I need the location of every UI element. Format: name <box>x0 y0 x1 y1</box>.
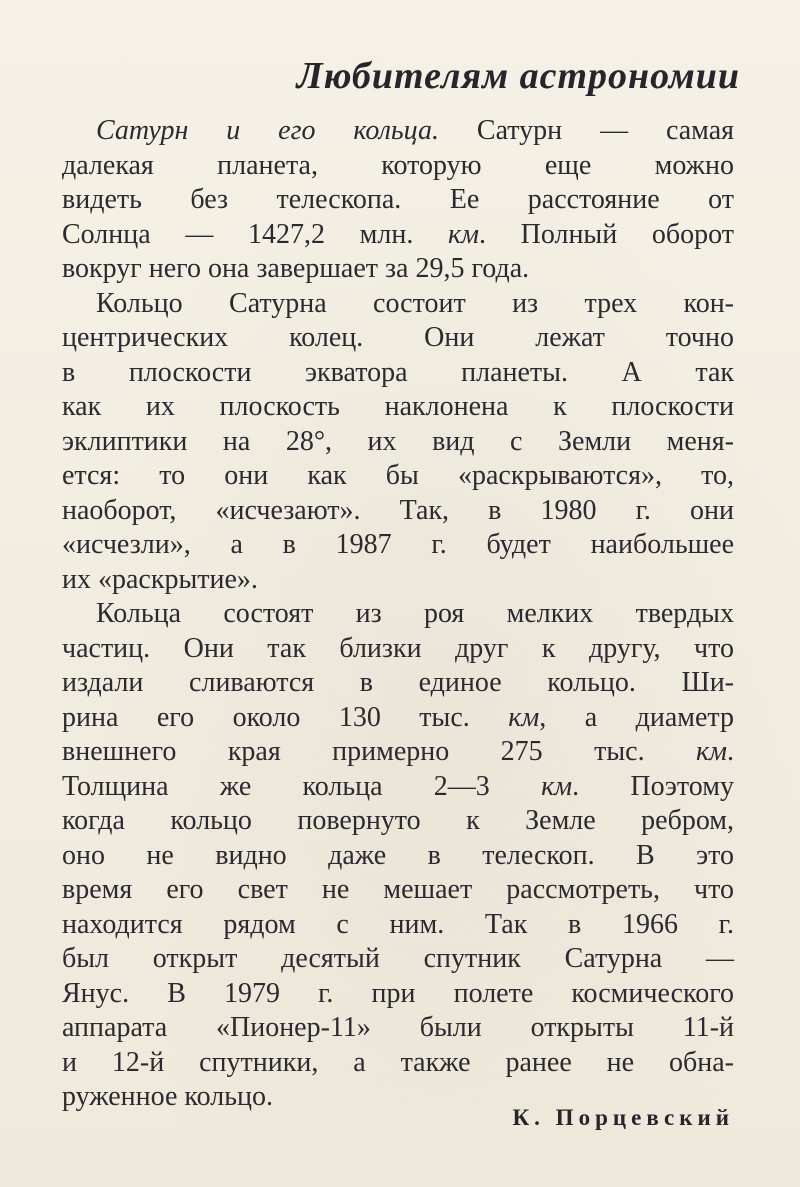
italic-text: км <box>508 701 540 733</box>
text-run: был открыт десятый спутник Сатурна — <box>62 943 734 974</box>
text-line <box>62 597 734 632</box>
text-line <box>62 908 734 943</box>
text-run: , а диаметр <box>539 701 735 733</box>
text-line <box>62 632 734 667</box>
text-run: далекая планета, которую еще можно <box>62 149 734 181</box>
text-line <box>62 977 734 1012</box>
text-line <box>62 218 734 253</box>
article-body <box>62 114 734 1115</box>
text-run: центрических колец. Они лежат точно <box>62 322 734 353</box>
text-run: Сатурн — самая <box>439 115 734 146</box>
text-run: их «раскрытие». <box>62 563 258 595</box>
text-line <box>62 459 734 494</box>
text-line <box>62 390 734 425</box>
paragraph <box>62 597 734 1115</box>
text-run: аппарата «Пионер-11» были открыты 11-й <box>62 1012 734 1043</box>
text-line <box>62 114 734 149</box>
paragraph <box>62 114 734 287</box>
italic-text: км <box>696 736 727 767</box>
text-line <box>62 873 734 908</box>
text-run: ется: то они как бы «раскрываются», то, <box>62 460 734 491</box>
author-signature: К. Порцевский <box>512 1105 734 1130</box>
text-line <box>62 494 734 529</box>
text-run: . Полный оборот <box>478 218 735 250</box>
text-run: вокруг него она завершает за 29,5 года. <box>62 253 530 284</box>
text-line <box>62 666 734 701</box>
text-run: наоборот, «исчезают». Так, в 1980 г. они <box>62 494 734 526</box>
text-line <box>62 425 734 460</box>
text-run: и 12-й спутники, а также ранее не обна- <box>62 1046 734 1078</box>
text-run: время его свет не мешает рассмотреть, что <box>62 874 734 905</box>
text-run: издали сливаются в единое кольцо. Ши- <box>62 667 734 698</box>
text-run: видеть без телескопа. Ее расстояние от <box>62 184 734 215</box>
text-line <box>62 1046 734 1081</box>
text-run: когда кольцо повернуто к Земле ребром, <box>62 805 734 836</box>
text-run: внешнего края примерно 275 тыс. <box>62 736 697 767</box>
text-run: как их плоскость наклонена к плоскости <box>62 391 734 422</box>
text-run: оно не видно даже в телескоп. В это <box>62 839 734 871</box>
text-run: Янус. В 1979 г. при полете космического <box>62 977 734 1009</box>
text-line <box>62 528 734 563</box>
italic-text: Сатурн и его кольца. <box>96 115 440 146</box>
text-line <box>62 701 734 736</box>
text-line <box>62 839 734 874</box>
text-run: находится рядом с ним. Так в 1966 г. <box>62 908 734 940</box>
text-run: эклиптики на 28°, их вид с Земли меня- <box>62 425 734 457</box>
text-line <box>62 252 734 287</box>
text-line <box>62 804 734 839</box>
text-run: рина его около 130 тыс. <box>62 701 509 733</box>
italic-text: км <box>541 770 573 802</box>
text-run: частиц. Они так близки друг к другу, что <box>62 632 734 664</box>
text-line <box>62 287 734 322</box>
text-line <box>62 183 734 218</box>
text-run: Солнца — 1427,2 млн. <box>62 218 448 250</box>
paragraph <box>62 287 734 598</box>
text-run: в плоскости экватора планеты. А так <box>62 356 734 388</box>
text-line <box>62 1011 734 1046</box>
text-run: руженное кольцо. <box>62 1081 273 1112</box>
text-run: Толщина же кольца 2—3 <box>62 770 542 802</box>
text-run: «исчезли», а в 1987 г. будет наибольшее <box>62 529 734 560</box>
text-run: Кольца состоят из роя мелких твердых <box>96 598 734 629</box>
text-line <box>62 321 734 356</box>
section-heading: Любителям астрономии <box>296 55 740 97</box>
text-line <box>62 942 734 977</box>
text-run: Кольцо Сатурна состоит из трех кон- <box>96 287 734 319</box>
text-line <box>62 770 734 805</box>
italic-text: км <box>448 218 479 250</box>
text-run: . <box>727 736 734 767</box>
text-line <box>62 563 734 598</box>
text-line <box>62 735 734 770</box>
text-line <box>62 356 734 391</box>
text-run: . Поэтому <box>572 770 734 802</box>
text-line <box>62 149 734 184</box>
